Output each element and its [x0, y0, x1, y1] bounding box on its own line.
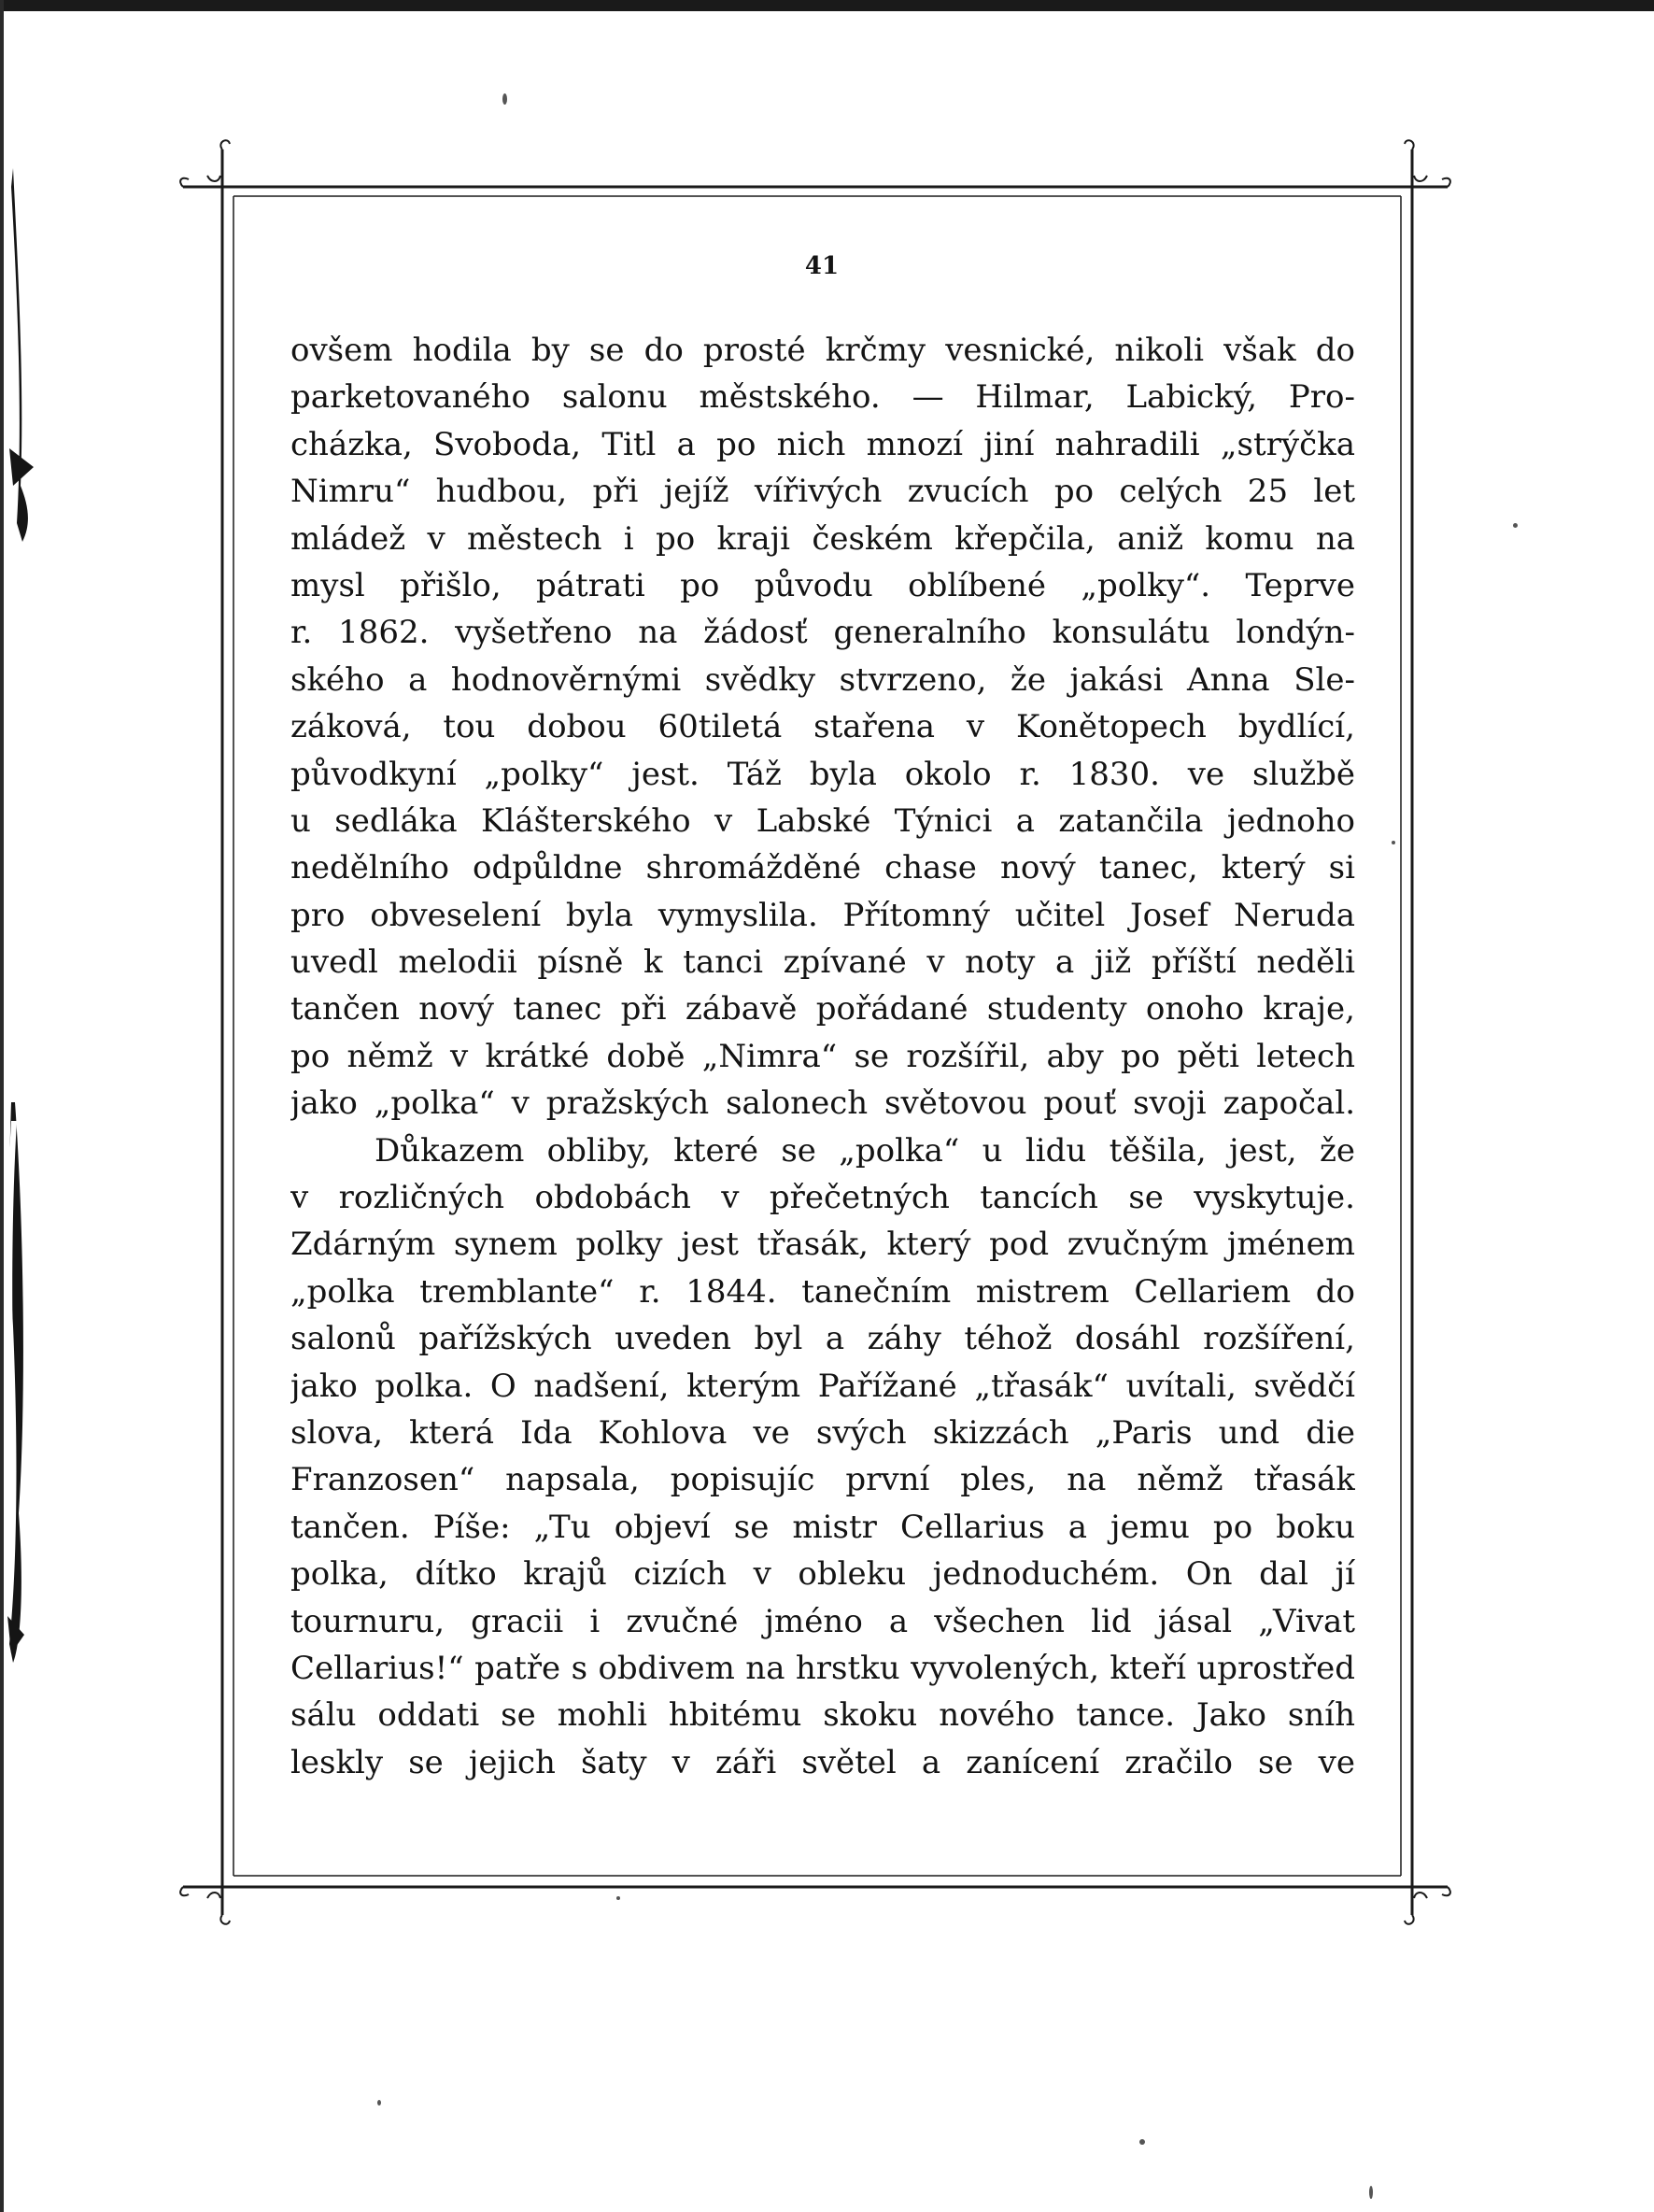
text-line: slova, která Ida Kohlova ve svých skizzách „Paris und die	[290, 1413, 1355, 1452]
text-line: pro obveselení byla vymyslila. Přítomný učitel Josef Neruda	[290, 896, 1355, 934]
text-line: jako „polka“ v pražských salonech světovou pouť svoji započal.	[290, 1085, 1355, 1123]
text-line: Nimru“ hudbou, při jejíž vířivých zvucích po celých 25 let	[290, 473, 1355, 511]
text-line: polka, dítko krajů cizích v obleku jednoduchém. On dal jí	[290, 1555, 1355, 1594]
text-line: po němž v krátké době „Nimra“ se rozšířil, aby po pěti letech	[290, 1037, 1355, 1075]
text-line: cházka, Svoboda, Titl a po nich mnozí jiní nahradili „strýčka	[290, 425, 1355, 463]
text-line: „polka tremblante“ r. 1844. tanečním mistrem Cellariem do	[290, 1272, 1355, 1311]
text-line: parketovaného salonu městského. — Hilmar, Labický, Pro-	[290, 378, 1355, 417]
text-line: záková, tou dobou 60tiletá stařena v Konětopech bydlící,	[290, 708, 1355, 746]
text-line: Franzosen“ napsala, popisujíc první ples, na němž třasák	[290, 1461, 1355, 1499]
text-line: leskly se jejich šaty v záři světel a zanícení zračilo se ve	[290, 1743, 1355, 1781]
text-line: ovšem hodila by se do prosté krčmy vesnické, nikoli však do	[290, 332, 1355, 369]
text-line: uvedl melodii písně k tanci zpívané v noty a již příští neděli	[290, 943, 1355, 982]
text-line: tančen. Píše: „Tu objeví se mistr Cellarius a jemu po boku	[290, 1508, 1355, 1546]
text-line: Cellarius!“ patře s obdivem na hrstku vyvolených, kteří uprostřed	[290, 1649, 1355, 1687]
text-line: tournuru, gracii i zvučné jméno a všechen lid jásal „Vivat	[290, 1602, 1355, 1640]
text-line: mládež v městech i po kraji českém křepčila, aniž komu na	[290, 519, 1355, 558]
text-line: r. 1862. vyšetřeno na žádosť generalního konsulátu londýn-	[290, 614, 1355, 652]
text-line: ského a hodnověrnými svědky stvrzeno, že jakási Anna Sle-	[290, 660, 1355, 699]
text-line: mysl přišlo, pátrati po původu oblíbené „polky“. Teprve	[290, 566, 1355, 604]
text-line: u sedláka Klášterského v Labské Týnici a zatančila jednoho	[290, 801, 1355, 840]
text-line: salonů pařížských uveden byl a záhy téhož dosáhl rozšíření,	[290, 1320, 1355, 1358]
text-line: v rozličných obdobách v přečetných tancích se vyskytuje.	[290, 1179, 1355, 1217]
text-line: nedělního odpůldne shromážděné chase nový tanec, který si	[290, 849, 1355, 887]
text-line: Důkazem obliby, které se „polka“ u lidu těšila, jest, že	[375, 1131, 1355, 1170]
text-line: sálu oddati se mohli hbitému skoku nového tance. Jako sníh	[290, 1696, 1355, 1735]
text-line: původkyní „polky“ jest. Táž byla okolo r. 1830. ve službě	[290, 755, 1355, 793]
text-line: jako polka. O nadšení, kterým Pařížané „třasák“ uvítali, svědčí	[290, 1367, 1355, 1405]
body-text	[290, 327, 1355, 1786]
page-number: 41	[804, 252, 840, 280]
text-line: tančen nový tanec při zábavě pořádané studenty onoho kraje,	[290, 990, 1355, 1028]
text-line: Zdárným synem polky jest třasák, který pod zvučným jménem	[290, 1226, 1355, 1264]
